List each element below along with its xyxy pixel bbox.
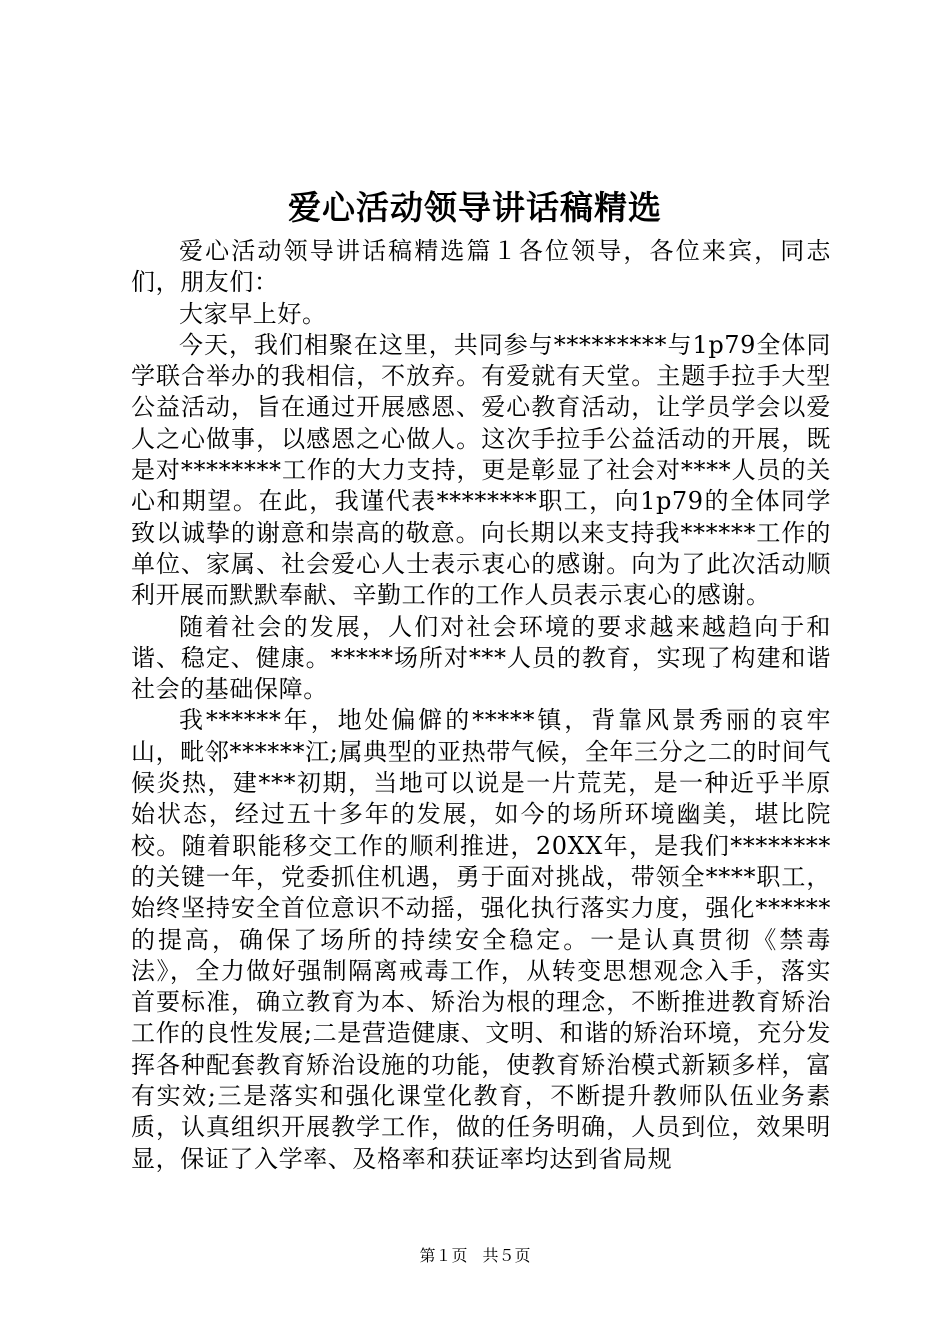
paragraph-greeting: 爱心活动领导讲话稿精选篇１各位领导，各位来宾，同志们，朋友们： (131, 237, 831, 297)
paragraph-facility-history: 我******年，地处偏僻的*****镇，背靠风景秀丽的哀牢山，毗邻******江;属典型的亚热带气候，全年三分之二的时间气候炎热，建***初期，当地可以说是一片荒芜，是一种近乎半原始状态，经过五十多年的发展，如今的场所环境幽美，堪比院校。随着职能移交工作的顺利推进，20XX年，是我们********的关键一年，党委抓住机遇，勇于面对挑战，带领全****职工，始终坚持安全首位意识不动摇，强化执行落实力度，强化******的提高，确保了场所的持续安全稳定。一是认真贯彻《禁毒法》，全力做好强制隔离戒毒工作，从转变思想观念入手，落实首要标准，确立教育为本、矫治为根的理念，不断推进教育矫治工作的良性发展;二是营造健康、文明、和谐的矫治环境，充分发挥各种配套教育矫治设施的功能，使教育矫治模式新颖多样，富有实效;三是落实和强化课堂化教育，不断提升教师队伍业务素质，认真组织开展教学工作，做的任务明确，人员到位，效果明显，保证了入学率、及格率和获证率均达到省局规 (131, 706, 831, 1173)
document-body (131, 236, 831, 1175)
paragraph-social-development: 随着社会的发展，人们对社会环境的要求越来越趋向于和谐、稳定、健康。*****场所对***人员的教育，实现了构建和谐社会的基础保障。 (131, 612, 831, 704)
page-footer (0, 1245, 950, 1267)
page-total: 共５页 (482, 1246, 531, 1265)
page-number: 第１页 (419, 1246, 468, 1265)
paragraph-event-intro: 今天，我们相聚在这里，共同参与*********与1p79全体同学联合举办的我相信，不放弃。有爱就有天堂。主题手拉手大型公益活动，旨在通过开展感恩、爱心教育活动，让学员学会以爱人之心做事，以感恩之心做人。这次手拉手公益活动的开展，既是对********工作的大力支持，更是彰显了社会对****人员的关心和期望。在此，我谨代表********职工，向1p79的全体同学致以诚挚的谢意和崇高的敬意。向长期以来支持我******工作的单位、家属、社会爱心人士表示衷心的感谢。向为了此次活动顺利开展而默默奉献、辛勤工作的工作人员表示衷心的感谢。 (131, 330, 831, 610)
document-title: 爱心活动领导讲话稿精选 (288, 188, 662, 227)
paragraph-good-morning: 大家早上好。 (179, 299, 327, 328)
